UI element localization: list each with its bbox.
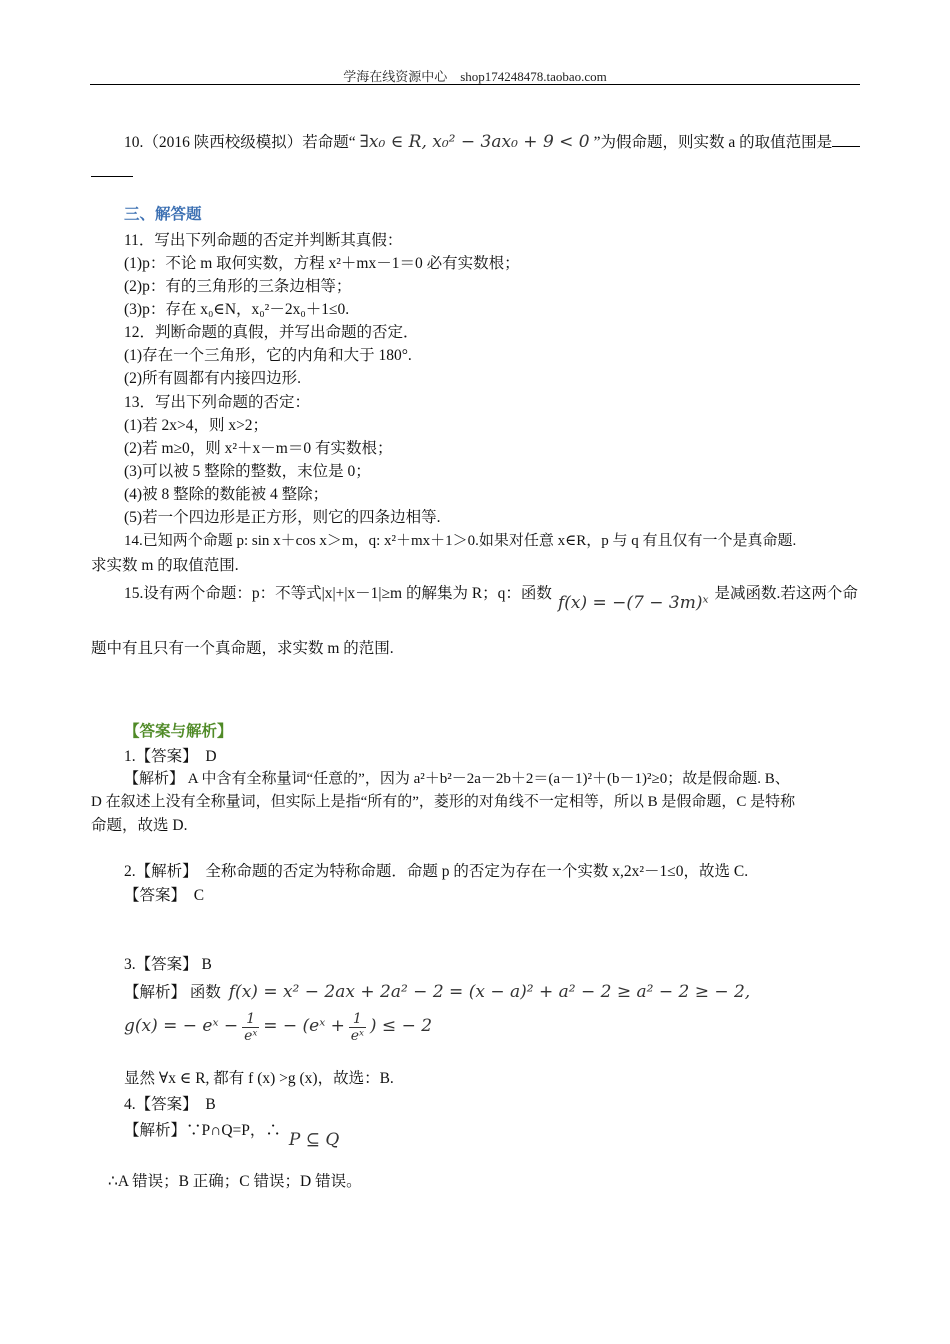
explanation-3-line-2	[124, 1011, 432, 1044]
question-10-formula: ∃x₀ ∈ R, x₀² − 3ax₀ + 9 < 0	[359, 132, 590, 152]
question-10-prefix: 10.（2016 陕西校级模拟）若命题“	[124, 134, 356, 151]
explanation-3-label: 【解析】 函数	[124, 984, 221, 1001]
explanation-1-line-3: 命题，故选 D.	[91, 817, 188, 834]
answer-2: 【答案】 C	[124, 887, 205, 904]
fraction-1: $\frac{1}{\text{eˣ}}$	[244, 1011, 258, 1044]
answer-3: 3.【答案】 B	[124, 956, 212, 973]
question-13-part-5: (5)若一个四边形是正方形，则它的四条边相等.	[124, 509, 441, 526]
question-12-stem: 12．判断命题的真假，并写出命题的否定．	[124, 324, 419, 341]
answer-4: 4.【答案】 B	[124, 1096, 216, 1113]
question-11-part-2: (2)p：有的三角形的三条边相等；	[124, 278, 352, 295]
subset-formula: P ⊆ Q	[288, 1130, 340, 1150]
function-g-mid: = − (eˣ +	[263, 1016, 345, 1037]
question-14-line-1: 14.已知两个命题 p: sin x＋cos x＞m，q: x²＋mx＋1＞0.如果对任意 x∈R，p 与 q 有且仅有一个是真命题.	[124, 533, 797, 549]
function-g-lhs: g(x) = − eˣ −	[124, 1016, 239, 1037]
question-10	[124, 130, 860, 152]
function-f-formula: f(x) = x² − 2ax + 2a² − 2 = (x − a)² + a² − 2 ≥ a² − 2 ≥ − 2,	[228, 982, 751, 1002]
question-13-part-3: (3)可以被 5 整除的整数，末位是 0；	[124, 463, 371, 480]
question-12-part-1: (1)存在一个三角形，它的内角和大于 180°.	[124, 347, 412, 364]
question-13-stem: 13．写出下列命题的否定：	[124, 394, 311, 411]
answers-title: 【答案与解析】	[124, 723, 233, 740]
explanation-3-line-1	[124, 980, 750, 1002]
explanation-4-line-1	[124, 1118, 340, 1150]
answer-1: 1.【答案】 D	[124, 748, 217, 765]
explanation-1-line-2: D 在叙述上没有全称量词，但实际上是指“所有的”，菱形的对角线不一定相等，所以 B 是假命题，C 是特称	[91, 794, 796, 810]
explanation-3-conclusion: 显然 ∀x ∈ R, 都有 f (x) >g (x)，故选：B.	[124, 1070, 394, 1087]
explanation-1-line-1: 【解析】 A 中含有全称量词“任意的”，因为 a²＋b²－2a－2b＋2＝(a－1)²＋(b－1)²≥0；故是假命题. B、	[124, 771, 790, 787]
question-15-text-a: 15.设有两个命题：p：不等式|x|+|x－1|≥m 的解集为 R；q：函数	[124, 585, 552, 602]
explanation-4-text: 【解析】∵P∩Q=P，∴	[124, 1122, 281, 1139]
question-12-part-2: (2)所有圆都有内接四边形.	[124, 370, 301, 387]
question-11-part-1: (1)p：不论 m 取何实数，方程 x²＋mx－1＝0 必有实数根；	[124, 255, 520, 272]
answer-blank-continued	[91, 176, 133, 177]
question-11-part-3: (3)p：存在 x₀∈N，x₀²－2x₀＋1≤0.	[124, 301, 350, 318]
question-15-line-1	[124, 581, 858, 613]
question-10-suffix: ”为假命题，则实数 a 的取值范围是	[593, 134, 833, 151]
page-header: 学海在线资源中心 shop174248478.taobao.com	[343, 69, 607, 84]
header-divider	[90, 84, 860, 85]
fraction-2: $\frac{1}{\text{eˣ}}$	[350, 1011, 365, 1044]
question-11-stem: 11．写出下列命题的否定并判断其真假：	[124, 232, 403, 249]
explanation-4-line-2: ∴A 错误；B 正确；C 错误；D 错误。	[108, 1173, 362, 1190]
question-13-part-4: (4)被 8 整除的数能被 4 整除；	[124, 486, 329, 503]
explanation-2: 2.【解析】 全称命题的否定为特称命题．命题 p 的否定为存在一个实数 x,2x²－1≤0，故选 C.	[124, 863, 749, 880]
question-15-text-b: 是减函数.若这两个命	[714, 585, 858, 602]
question-13-part-1: (1)若 2x>4，则 x>2；	[124, 417, 269, 434]
question-14-line-2: 求实数 m 的取值范围.	[91, 557, 239, 574]
section-title: 三、解答题	[124, 206, 202, 223]
function-g-rhs: ) ≤ − 2	[369, 1016, 433, 1037]
answer-blank	[832, 132, 860, 147]
question-13-part-2: (2)若 m≥0，则 x²＋x－m＝0 有实数根；	[124, 440, 393, 457]
question-15-formula: f(x) = −(7 − 3m)ˣ	[557, 593, 709, 613]
question-15-line-2: 题中有且只有一个真命题，求实数 m 的范围.	[91, 640, 394, 657]
